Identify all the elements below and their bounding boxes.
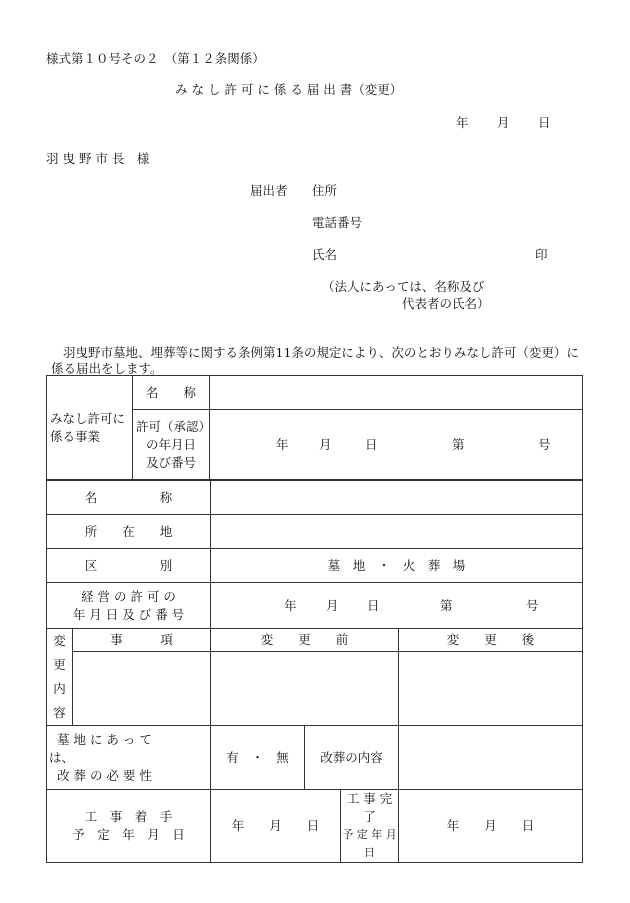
before-header: 変 更 前 <box>211 629 399 652</box>
mgmt-no-suffix: 号 <box>526 597 539 613</box>
mgmt-month: 月 <box>326 597 339 613</box>
reburial-label-2: は、 <box>49 749 75 765</box>
start-label-1: 工 事 着 手 <box>84 809 173 824</box>
complete-label-2: 予 定 年 月 日 <box>342 828 397 859</box>
start-label-2: 予 定 年 月 日 <box>72 827 185 842</box>
permit-no-suffix: 号 <box>538 436 551 452</box>
business-name-field[interactable] <box>210 376 583 410</box>
intro-line1: 羽曳野市墓地、埋葬等に関する条例第11条の規定により、次のとおりみなし許可（変更）に <box>63 345 579 360</box>
facility-name-label: 名 称 <box>47 481 211 515</box>
construction-complete-label <box>341 790 399 863</box>
permit-no-prefix: 第 <box>452 436 465 452</box>
location-field[interactable] <box>211 515 583 549</box>
document-title: み な し 許 可 に 係 る 届 出 書（変更） <box>175 82 403 97</box>
date-day-label: 日 <box>538 115 551 130</box>
facility-name-field[interactable] <box>211 481 583 515</box>
management-permit-label <box>47 583 211 629</box>
details-table <box>46 480 583 863</box>
reburial-label-1: 墓 地 に あ っ て <box>57 731 152 747</box>
business-label-2: 係る事業 <box>50 428 101 444</box>
management-permit-field[interactable] <box>211 583 583 629</box>
seal-mark: 印 <box>535 247 548 262</box>
item-header: 事 項 <box>73 629 211 652</box>
form-number: 様式第１０号その２ （第１２条関係） <box>46 51 265 66</box>
yes-no-choice[interactable]: 有 ・ 無 <box>211 726 305 790</box>
change-char-2: 更 <box>53 657 66 672</box>
mgmt-day: 日 <box>367 597 380 613</box>
category-value[interactable]: 墓 地 ・ 火 葬 場 <box>211 549 583 583</box>
permit-label-cell <box>133 410 210 480</box>
corporate-note-line1: （法人にあっては、名称及び <box>322 279 485 294</box>
construction-start-label <box>47 790 211 863</box>
change-before-field[interactable] <box>211 651 399 725</box>
permit-day: 日 <box>365 436 378 452</box>
permit-year: 年 <box>276 436 289 452</box>
corporate-note-line2: 代表者の氏名） <box>402 296 490 311</box>
mgmt-year: 年 <box>284 597 297 613</box>
permit-table <box>46 375 583 480</box>
mgmt-no-prefix: 第 <box>440 597 453 613</box>
complete-label-1: 工 事 完 了 <box>346 791 393 824</box>
business-label-cell <box>47 376 133 480</box>
name-label: 氏名 <box>312 247 338 262</box>
address-label: 住所 <box>312 183 338 198</box>
management-permit-label-1: 経 営 の 許 可 の <box>81 588 176 604</box>
change-char-1: 変 <box>53 633 66 648</box>
reburial-content-label: 改葬の内容 <box>305 726 399 790</box>
location-label: 所 在 地 <box>47 515 211 549</box>
change-char-3: 内 <box>53 681 66 696</box>
date-month-label: 月 <box>497 115 510 130</box>
category-label: 区 別 <box>47 549 211 583</box>
reburial-content-field[interactable] <box>399 726 583 790</box>
permit-label-3: 及び番号 <box>145 454 196 470</box>
phone-label: 電話番号 <box>312 215 363 230</box>
reburial-label <box>47 726 211 790</box>
permit-label-1: 許可（承認） <box>136 418 212 434</box>
construction-complete-date[interactable]: 年 月 日 <box>399 790 583 863</box>
addressee: 羽 曳 野 市 長 様 <box>46 151 150 166</box>
permit-date-number-field[interactable] <box>210 410 583 480</box>
management-permit-label-2: 年 月 日 及 び 番 号 <box>72 606 185 622</box>
change-content-label <box>47 629 73 726</box>
change-after-field[interactable] <box>399 651 583 725</box>
business-label-1: みなし許可に <box>50 410 126 426</box>
change-char-4: 容 <box>53 705 66 720</box>
construction-start-date[interactable]: 年 月 日 <box>211 790 341 863</box>
applicant-label: 届出者 <box>250 183 288 198</box>
name-label-cell: 名 称 <box>133 376 210 410</box>
permit-month: 月 <box>319 436 332 452</box>
permit-label-2: の年月日 <box>145 436 196 452</box>
date-year-label: 年 <box>456 115 469 130</box>
after-header: 変 更 後 <box>399 629 583 652</box>
intro-line2: 係る届出をします。 <box>51 361 163 376</box>
reburial-label-3: 改 葬 の 必 要 性 <box>57 767 152 783</box>
change-item-field[interactable] <box>73 651 211 725</box>
